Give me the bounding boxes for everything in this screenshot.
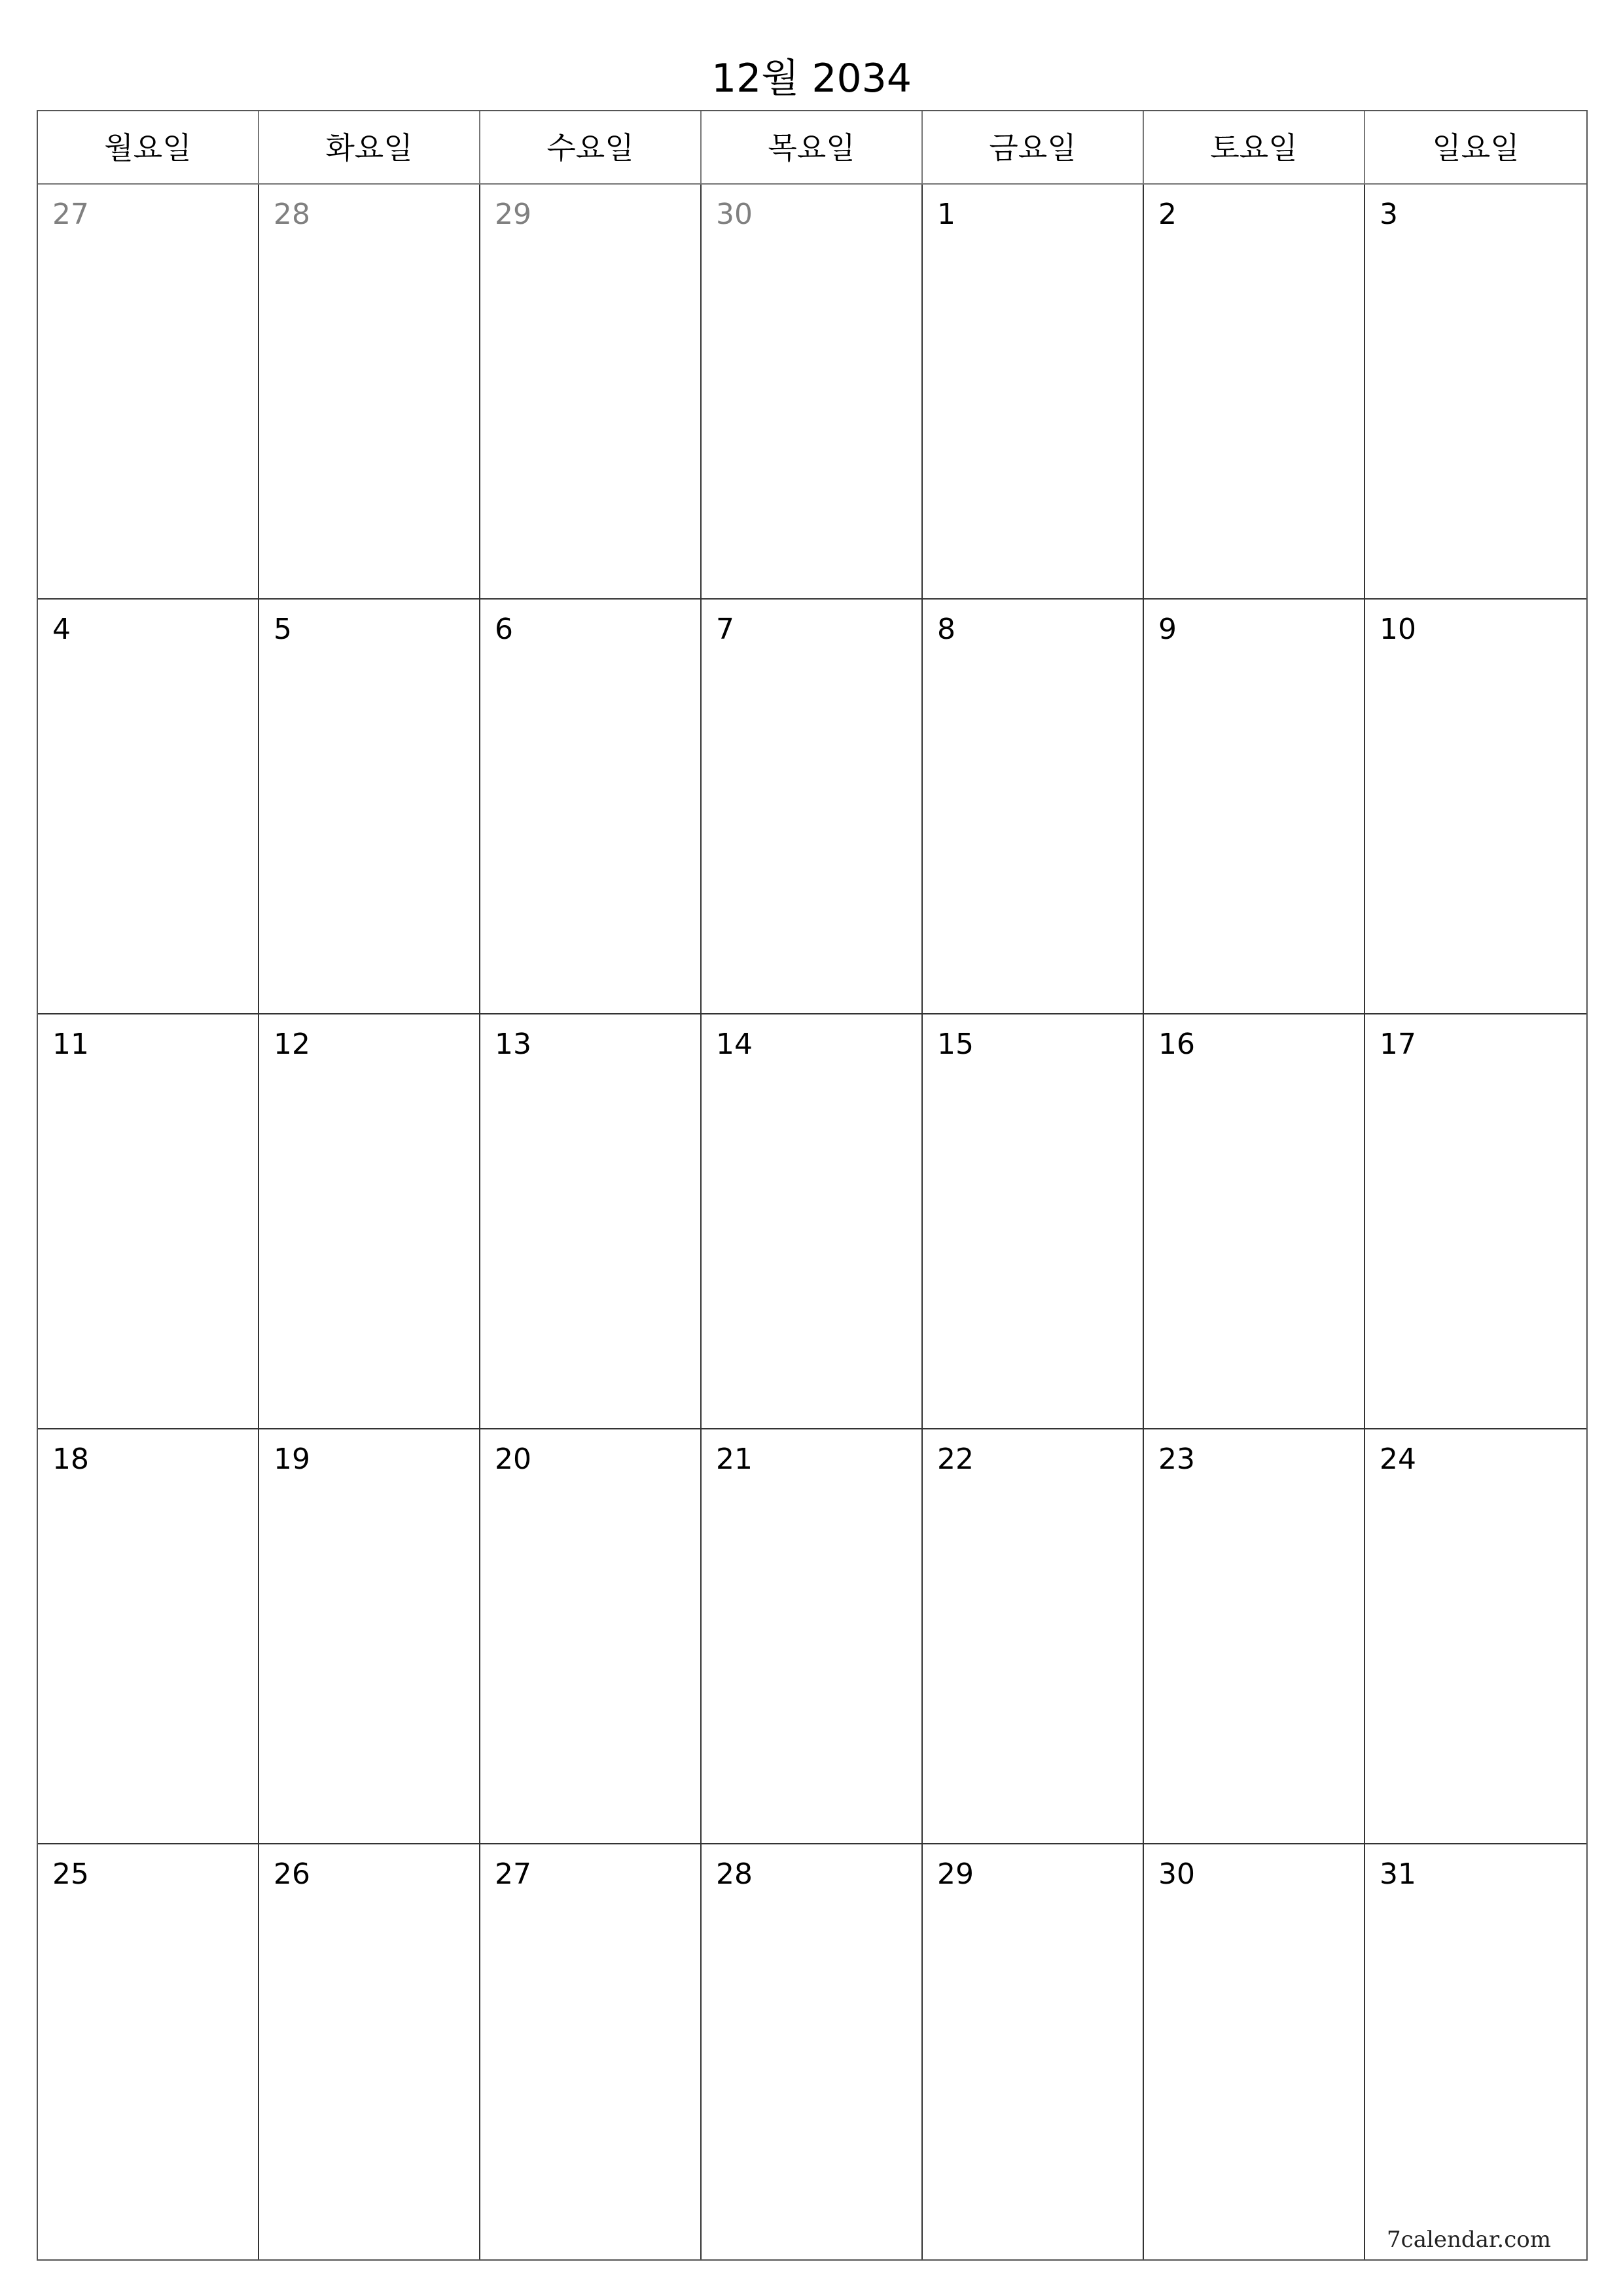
day-cell bbox=[480, 1844, 702, 2259]
day-number: 29 bbox=[495, 198, 531, 231]
day-cell bbox=[923, 185, 1144, 600]
day-cell bbox=[1365, 600, 1586, 1014]
day-number: 3 bbox=[1380, 198, 1398, 231]
month-calendar bbox=[37, 110, 1588, 2261]
day-cell bbox=[1365, 1844, 1586, 2259]
day-number: 21 bbox=[716, 1443, 753, 1476]
day-number: 12 bbox=[274, 1028, 310, 1061]
weekday-header-wed: 수요일 bbox=[480, 111, 702, 185]
weekday-header-sat: 토요일 bbox=[1144, 111, 1365, 185]
day-number: 1 bbox=[937, 198, 955, 231]
weekday-header-row bbox=[38, 111, 1586, 185]
day-cell bbox=[259, 185, 480, 600]
day-cell bbox=[38, 1014, 259, 1429]
day-cell bbox=[38, 185, 259, 600]
day-number: 25 bbox=[52, 1857, 89, 1891]
day-cell bbox=[702, 1429, 923, 1844]
footer-credit: 7calendar.com bbox=[1387, 2227, 1551, 2253]
day-cell bbox=[1144, 1014, 1365, 1429]
day-cell bbox=[1144, 600, 1365, 1014]
weekday-header-sun: 일요일 bbox=[1432, 130, 1520, 166]
day-cell bbox=[259, 1429, 480, 1844]
weekday-header-thu: 목요일 bbox=[702, 111, 923, 185]
day-cell bbox=[1144, 1844, 1365, 2259]
day-number: 30 bbox=[716, 198, 753, 231]
day-number: 24 bbox=[1380, 1443, 1416, 1476]
weekday-header-fri: 금요일 bbox=[923, 111, 1144, 185]
day-number: 9 bbox=[1158, 613, 1177, 646]
day-number: 23 bbox=[1158, 1443, 1195, 1476]
day-cell bbox=[702, 185, 923, 600]
day-cell bbox=[259, 1014, 480, 1429]
day-number: 14 bbox=[716, 1028, 753, 1061]
day-cell bbox=[1144, 1429, 1365, 1844]
weekday-header-mon: 월요일 bbox=[38, 111, 259, 185]
day-number: 27 bbox=[52, 198, 89, 231]
day-cell bbox=[259, 600, 480, 1014]
day-cell bbox=[923, 1844, 1144, 2259]
day-number: 29 bbox=[937, 1857, 974, 1891]
day-number: 18 bbox=[52, 1443, 89, 1476]
day-number: 13 bbox=[495, 1028, 531, 1061]
day-number: 15 bbox=[937, 1028, 974, 1061]
day-cell bbox=[38, 600, 259, 1014]
day-number: 11 bbox=[52, 1028, 89, 1061]
day-cell bbox=[38, 1429, 259, 1844]
calendar-title: 12월 2034 bbox=[711, 56, 912, 101]
day-cell bbox=[1365, 1014, 1586, 1429]
day-grid bbox=[38, 185, 1586, 2259]
day-cell bbox=[38, 1844, 259, 2259]
day-number: 2 bbox=[1158, 198, 1177, 231]
day-cell bbox=[923, 1014, 1144, 1429]
day-number: 30 bbox=[1158, 1857, 1195, 1891]
day-number: 17 bbox=[1380, 1028, 1416, 1061]
day-number: 27 bbox=[495, 1857, 531, 1891]
day-number: 22 bbox=[937, 1443, 974, 1476]
day-cell bbox=[480, 1429, 702, 1844]
day-cell bbox=[480, 185, 702, 600]
day-number: 10 bbox=[1380, 613, 1416, 646]
day-cell bbox=[702, 1014, 923, 1429]
day-number: 16 bbox=[1158, 1028, 1195, 1061]
day-cell bbox=[1365, 185, 1586, 600]
day-number: 5 bbox=[274, 613, 292, 646]
day-number: 28 bbox=[274, 198, 310, 231]
day-number: 4 bbox=[52, 613, 71, 646]
day-number: 26 bbox=[274, 1857, 310, 1891]
day-number: 6 bbox=[495, 613, 513, 646]
day-number: 19 bbox=[274, 1443, 310, 1476]
day-cell bbox=[259, 1844, 480, 2259]
day-cell bbox=[1144, 185, 1365, 600]
day-number: 7 bbox=[716, 613, 734, 646]
day-number: 28 bbox=[716, 1857, 753, 1891]
day-number: 31 bbox=[1380, 1857, 1416, 1891]
day-number: 20 bbox=[495, 1443, 531, 1476]
day-cell bbox=[923, 1429, 1144, 1844]
day-cell bbox=[1365, 1429, 1586, 1844]
day-cell bbox=[923, 600, 1144, 1014]
day-cell bbox=[702, 1844, 923, 2259]
weekday-header-tue: 화요일 bbox=[259, 111, 480, 185]
day-cell bbox=[480, 600, 702, 1014]
day-cell bbox=[480, 1014, 702, 1429]
day-number: 8 bbox=[937, 613, 955, 646]
day-cell bbox=[702, 600, 923, 1014]
